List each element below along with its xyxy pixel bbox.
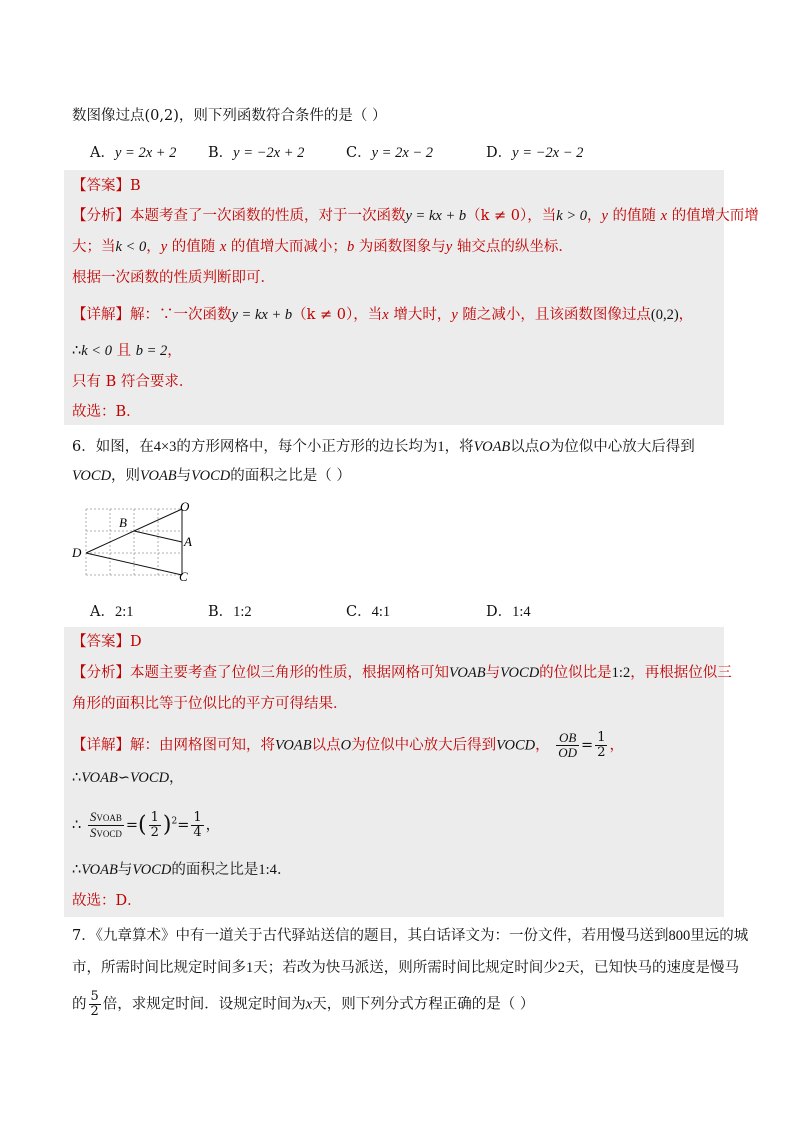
text: S — [89, 825, 97, 840]
text: 7．《九章算术》中有一道关于古代驿站送信的题目，其白话译文为：一份文件，若用慢马送到 — [72, 928, 669, 944]
grid-figure — [68, 496, 198, 586]
math: VOAB — [473, 439, 511, 455]
fraction-area-ratio — [88, 810, 124, 841]
text: 与 — [176, 468, 192, 484]
text: ， — [609, 737, 624, 754]
text: ， — [587, 208, 602, 224]
detail-tag: 【详解】 — [72, 737, 130, 754]
text: ， — [678, 307, 694, 323]
q5-stem-text: 数图像过点(0,2)，则下列函数符合条件的是（ ） — [72, 108, 387, 124]
option-label: C． — [346, 145, 372, 161]
text: ． — [276, 862, 292, 878]
math: VOAB — [81, 862, 118, 878]
math: VOCD — [496, 737, 536, 754]
text: 的值随 — [167, 239, 220, 255]
label-d: D — [72, 545, 82, 560]
frac-den: 2 — [597, 745, 606, 760]
fraction-five-halves — [89, 990, 101, 1019]
math: VOAB∽VOCD — [81, 770, 170, 786]
frac-den: 2 — [90, 1004, 99, 1019]
math: VOAB — [275, 737, 312, 754]
text: 的位似比是 — [539, 665, 612, 681]
label-c: C — [179, 569, 188, 584]
text: 解：∵一次函数 — [130, 307, 232, 323]
q6-detail-line-3 — [72, 810, 220, 841]
text: 的值增大而减小； — [226, 239, 347, 255]
option-label: A． — [90, 604, 115, 620]
fraction-one-half — [595, 731, 607, 760]
option-expr: y = 2x − 2 — [371, 145, 434, 161]
q6-detail-line-2 — [72, 768, 184, 788]
text: （k ≠ 0），当 — [466, 208, 557, 224]
label-a: A — [184, 534, 192, 549]
q6-stem-line-1 — [72, 437, 695, 457]
answer-value: B — [130, 178, 141, 194]
frac-num: 1 — [597, 730, 606, 745]
text: 为位似中心放大后得到 — [351, 737, 497, 754]
text: 天，已知快马的速度是慢马 — [565, 960, 739, 976]
math: y = kx + b — [231, 307, 293, 323]
text: 故选：B． — [72, 404, 141, 420]
option-expr: 2:1 — [114, 604, 134, 620]
option-expr: y = 2x + 2 — [114, 145, 177, 161]
text: ∴ — [72, 343, 82, 359]
text: 与 — [485, 665, 501, 681]
q6-answer — [72, 632, 142, 652]
paren-right: ) — [162, 812, 172, 838]
math: y — [451, 307, 458, 323]
text: 角形的面积比等于位似比的平方可得结果． — [72, 696, 348, 712]
q7-stem-line-3 — [72, 990, 534, 1019]
fraction-quarter — [191, 811, 203, 840]
math: x — [382, 307, 389, 323]
math: 800 — [668, 928, 691, 944]
text: ∴ — [72, 817, 82, 834]
answer-value: D — [130, 634, 142, 650]
math: y — [445, 239, 453, 255]
option-expr: y = −2x − 2 — [512, 145, 584, 161]
text: 本题考查了一次函数的性质，对于一次函数 — [130, 208, 406, 224]
text: 天；若改为快马派送，则所需时间比规定时间少 — [253, 960, 558, 976]
text: 为函数图象与 — [354, 239, 446, 255]
text: 随之减小，且该函数图像过点 — [457, 307, 651, 323]
paren-left: ( — [138, 812, 147, 838]
math: O — [340, 737, 352, 754]
math: x — [305, 996, 313, 1013]
math: k < 0 — [115, 239, 147, 255]
q5-detail-line-2 — [72, 341, 182, 361]
q5-analysis-line-3 — [72, 268, 275, 288]
q7-stem-line-1 — [72, 926, 748, 946]
q6-detail-line-5 — [72, 891, 142, 911]
option-label: D． — [486, 604, 513, 620]
math: VOCD — [72, 468, 112, 484]
text: 轴交点的纵坐标． — [452, 239, 573, 255]
q5-detail-line-4 — [72, 402, 141, 422]
label-o: O — [180, 499, 190, 514]
text: 市，所需时间比规定时间多 — [72, 960, 246, 976]
analysis-tag: 【分析】 — [72, 665, 130, 681]
q6-detail-line-4 — [72, 860, 291, 880]
math: b — [346, 239, 355, 255]
text: ∴ — [72, 862, 82, 878]
text: 为位似中心放大后得到 — [549, 439, 695, 455]
option-label: B． — [208, 145, 234, 161]
math: 1:4 — [258, 862, 277, 878]
text: ∴ — [72, 770, 82, 786]
text: 以点 — [510, 439, 540, 455]
math: 1 — [437, 439, 445, 455]
q6-option-b — [208, 602, 252, 622]
text: = — [581, 737, 594, 754]
answer-tag: 【答案】 — [72, 178, 130, 194]
math: k > 0 — [556, 208, 588, 224]
q7-stem-line-2 — [72, 958, 739, 978]
label-b: B — [119, 515, 127, 530]
q5-option-a — [90, 143, 176, 163]
text: = — [125, 817, 139, 834]
math: VOCD — [191, 468, 231, 484]
text: ， — [535, 737, 550, 754]
text: ， — [167, 343, 182, 359]
option-expr: 1:4 — [512, 604, 531, 620]
text: 天，则下列分式方程正确的是（ ） — [312, 996, 535, 1013]
math: y — [160, 239, 168, 255]
fraction-half — [149, 811, 161, 840]
text: ， — [205, 817, 221, 834]
frac-den: 4 — [193, 825, 202, 840]
math: x — [660, 208, 668, 224]
q5-option-b — [208, 143, 304, 163]
exponent: 2 — [171, 816, 178, 827]
math: 1 — [246, 960, 254, 976]
q5-detail-line-3 — [72, 372, 193, 392]
option-label: D． — [486, 145, 513, 161]
text: 的面积之比是（ ） — [230, 468, 351, 484]
q5-analysis-line-2 — [72, 237, 573, 257]
fraction-ob-od — [556, 731, 579, 760]
math: b = 2 — [135, 343, 168, 359]
option-label: C． — [346, 604, 372, 620]
q5-option-c — [346, 143, 433, 163]
text: （k ≠ 0），当 — [292, 307, 383, 323]
math: y — [601, 208, 608, 224]
analysis-tag: 【分析】 — [72, 208, 130, 224]
frac-num: 1 — [193, 810, 202, 825]
text: = — [177, 817, 190, 834]
text: ， — [146, 239, 161, 255]
q6-option-d — [486, 602, 531, 622]
text: 解：由网格图可知，将 — [130, 737, 275, 754]
text: 且 — [111, 343, 136, 359]
option-label: B． — [208, 604, 234, 620]
text: ，则 — [111, 468, 141, 484]
text: 增大时， — [388, 307, 452, 323]
text: 6．如图，在 — [72, 439, 154, 455]
frac-num: OB — [556, 731, 579, 746]
q5-option-d — [486, 143, 583, 163]
q6-detail-line-1 — [72, 731, 624, 760]
text: 以点 — [311, 737, 341, 754]
option-expr: 1:2 — [233, 604, 252, 620]
frac-num: 5 — [90, 989, 99, 1004]
text: 本题主要考查了位似三角形的性质，根据网格可知 — [130, 665, 449, 681]
q6-analysis-line-1 — [72, 663, 732, 683]
grid-lines — [86, 509, 182, 575]
frac-num: 1 — [150, 810, 159, 825]
math: VOCD — [500, 665, 540, 681]
subscript: VOCD — [96, 829, 122, 839]
text: ， — [169, 770, 184, 786]
text: 的 — [72, 996, 87, 1013]
text: 故选：D． — [72, 893, 142, 909]
math: 1:2 — [611, 665, 631, 681]
text: 与 — [117, 862, 133, 878]
text: 根据一次函数的性质判断即可． — [72, 270, 275, 286]
math: VOCD — [132, 862, 172, 878]
math: 4×3 — [153, 439, 177, 455]
math: k < 0 — [81, 343, 112, 359]
text: 里远的城 — [690, 928, 749, 944]
option-label: A． — [90, 145, 115, 161]
option-expr: y = −2x + 2 — [233, 145, 305, 161]
text: 的值增大而增 — [667, 208, 759, 224]
q6-option-c — [346, 602, 390, 622]
text: S — [89, 809, 97, 824]
math: O — [539, 439, 550, 455]
detail-tag: 【详解】 — [72, 307, 130, 323]
answer-tag: 【答案】 — [72, 634, 130, 650]
q5-detail-line-1 — [72, 305, 693, 325]
text: 的面积之比是 — [171, 862, 259, 878]
math: 2 — [557, 960, 565, 976]
text: 只有 B 符合要求． — [72, 374, 194, 390]
option-expr: 4:1 — [371, 604, 391, 620]
math: VOAB — [449, 665, 486, 681]
q6-option-a — [90, 602, 134, 622]
text: 倍，求规定时间．设规定时间为 — [102, 996, 306, 1013]
math: VOAB — [140, 468, 177, 484]
q5-stem — [72, 106, 386, 126]
math: y = kx + b — [405, 208, 467, 224]
q6-analysis-line-2 — [72, 694, 348, 714]
q5-answer — [72, 176, 141, 196]
text: 的值随 — [607, 208, 661, 224]
q5-analysis-line-1 — [72, 206, 759, 226]
math: (0,2) — [650, 307, 679, 323]
text: ，再根据位似三 — [630, 665, 732, 681]
text: ，将 — [444, 439, 474, 455]
frac-den: 2 — [150, 825, 159, 840]
math: x — [219, 239, 227, 255]
frac-den: OD — [558, 745, 578, 760]
q6-stem-line-2 — [72, 466, 351, 486]
text: 的方形网格中，每个小正方形的边长均为 — [176, 439, 438, 455]
text: 大；当 — [72, 239, 116, 255]
subscript: VOAB — [96, 813, 122, 823]
